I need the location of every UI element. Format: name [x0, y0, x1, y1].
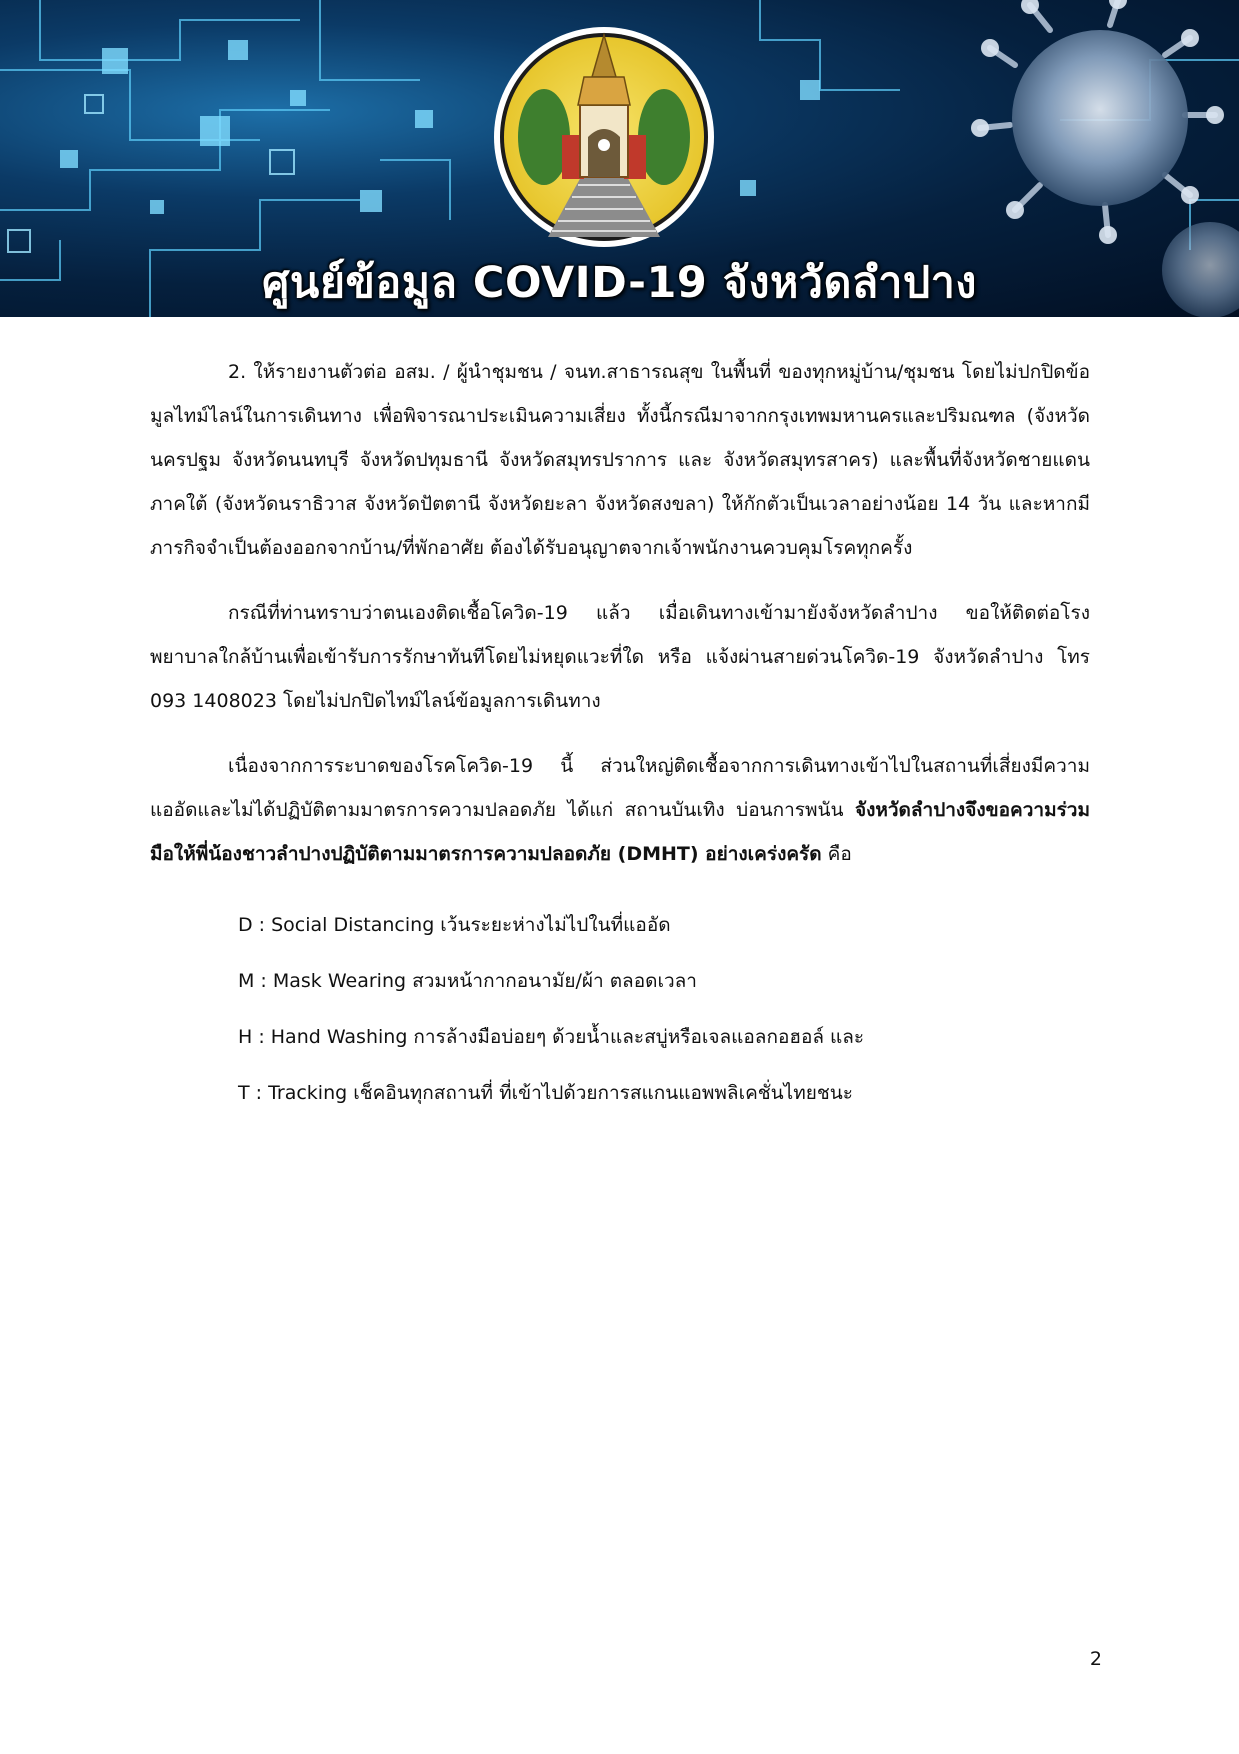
header-banner	[0, 0, 1239, 317]
dmht-text: การล้างมือบ่อยๆ ด้วยน้ำและสบู่หรือเจลแอลกอฮอล์ และ	[407, 1026, 865, 1048]
page-number: 2	[1089, 1648, 1102, 1670]
dmht-key: T : Tracking	[238, 1082, 348, 1104]
province-seal-logo	[492, 25, 716, 249]
paragraph-text: เนื่องจากการระบาดของโรคโควิด-19 นี้ ส่วนใหญ่ติดเชื้อจากการเดินทางเข้าไปในสถานที่เสี่ยงมีความแออัดและไม่ได้ปฏิบัติตามมาตรการความปลอดภัย ได้แก่ สถานบันเทิง บ่อนการพนัน	[150, 755, 1090, 821]
dmht-key: M : Mask Wearing	[238, 970, 407, 992]
dmht-text: เช็คอินทุกสถานที่ ที่เข้าไปด้วยการสแกนแอพพลิเคชั่นไทยชนะ	[347, 1082, 853, 1104]
dmht-item-handwashing	[238, 1009, 1090, 1065]
dmht-key: D : Social Distancing	[238, 914, 435, 936]
dmht-item-mask	[238, 953, 1090, 1009]
paragraph-report-quarantine: 2. ให้รายงานตัวต่อ อสม. / ผู้นำชุมชน / จนท.สาธารณสุข ในพื้นที่ ของทุกหมู่บ้าน/ชุมชน โดยไม่ปกปิดข้อมูลไทม์ไลน์ในการเดินทาง เพื่อพิจารณาประเมินความเสี่ยง ทั้งนี้กรณีมาจากกรุงเทพมหานครและปริมณฑล (จังหวัดนครปฐม จังหวัดนนทบุรี จังหวัดปทุมธานี จังหวัดสมุทรปราการ และ จังหวัดสมุทรสาคร) และพื้นที่จังหวัดชายแดนภาคใต้ (จังหวัดนราธิวาส จังหวัดปัตตานี จังหวัดยะลา จังหวัดสงขลา) ให้กักตัวเป็นเวลาอย่างน้อย 14 วัน และหากมีภารกิจจำเป็นต้องออกจากบ้าน/ที่พักอาศัย ต้องได้รับอนุญาตจากเจ้าพนักงานควบคุมโรคทุกครั้ง	[150, 361, 1090, 559]
paragraph-bold-text: จังหวัดลำปางจึงขอความร่วมมือให้พี่น้องชาวลำปางปฏิบัติตามมาตรการความปลอดภัย (DMHT) อย่างเคร่งครัด	[150, 799, 1090, 865]
paragraph-text-end: คือ	[821, 843, 852, 865]
dmht-item-tracking	[238, 1065, 1090, 1121]
dmht-measures-list	[150, 897, 1090, 1121]
dmht-item-distancing	[238, 897, 1090, 953]
paragraph-dmht-request	[150, 744, 1090, 876]
paragraph-infected-contact: กรณีที่ท่านทราบว่าตนเองติดเชื้อโควิด-19 แล้ว เมื่อเดินทางเข้ามายังจังหวัดลำปาง ขอให้ติดต่อโรงพยาบาลใกล้บ้านเพื่อเข้ารับการรักษาทันทีโดยไม่หยุดแวะที่ใด หรือ แจ้งผ่านสายด่วนโควิด-19 จังหวัดลำปาง โทร 093 1408023 โดยไม่ปกปิดไทม์ไลน์ข้อมูลการเดินทาง	[150, 602, 1090, 712]
dmht-text: สวมหน้ากากอนามัย/ผ้า ตลอดเวลา	[406, 970, 697, 992]
document-body	[150, 350, 1090, 1121]
dmht-key: H : Hand Washing	[238, 1026, 408, 1048]
banner-title: ศูนย์ข้อมูล COVID-19 จังหวัดลำปาง	[262, 258, 977, 308]
dmht-text: เว้นระยะห่างไม่ไปในที่แออัด	[434, 914, 671, 936]
